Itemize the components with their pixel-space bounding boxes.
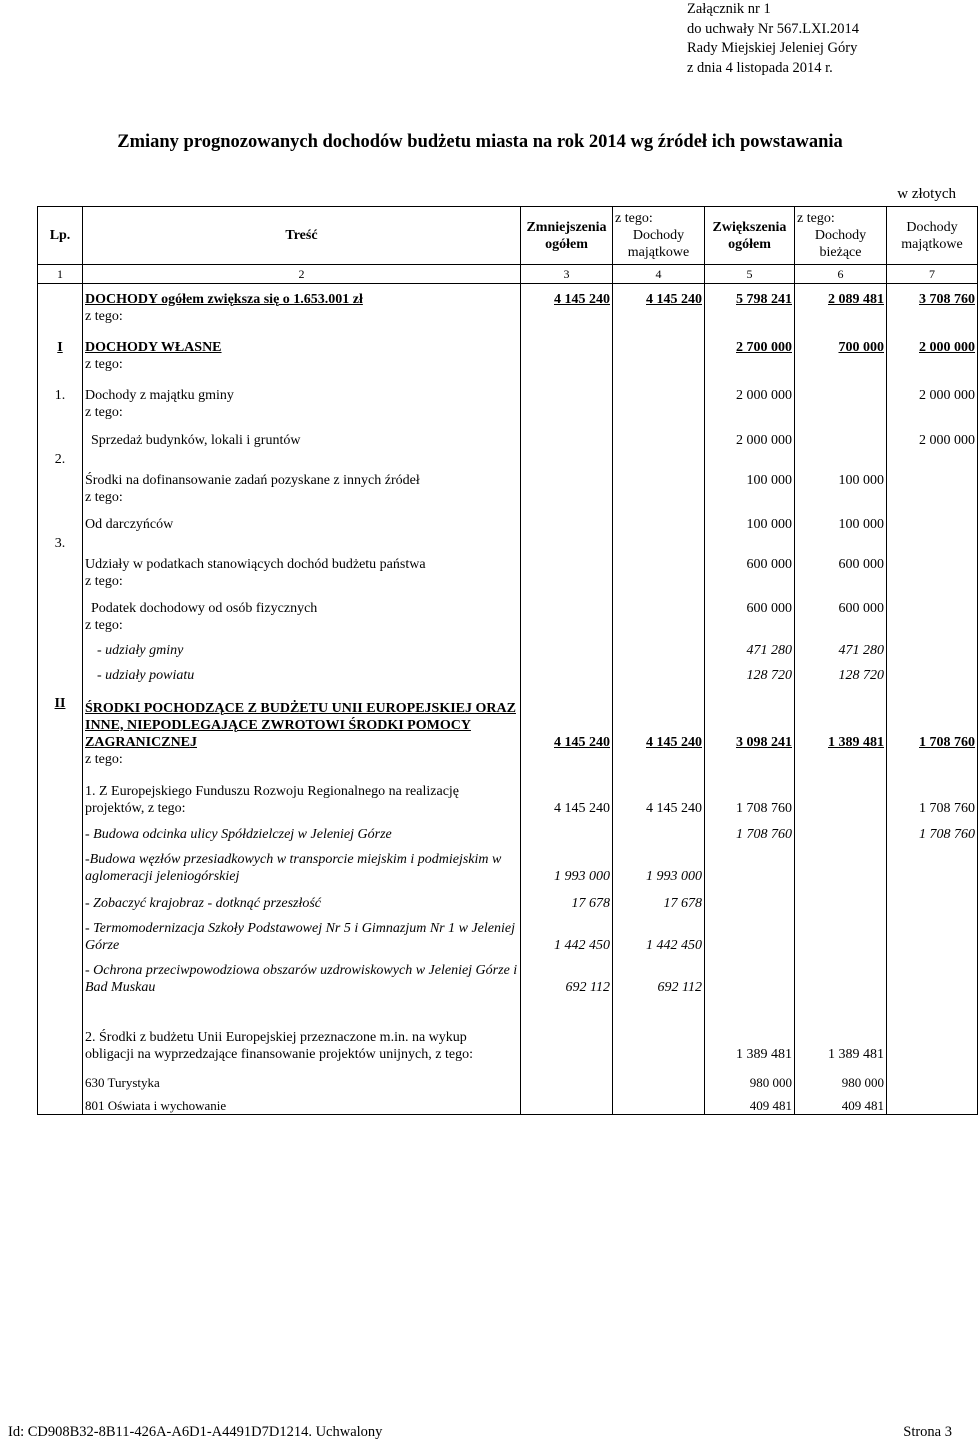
- cell-zmniejszenia: 1 993 000: [521, 843, 613, 885]
- table-row-e1a: [38, 817, 978, 843]
- col-number: 2: [83, 265, 521, 284]
- cell-zmniejszenia: 4 145 240: [521, 777, 613, 817]
- col-number: 5: [705, 265, 795, 284]
- header-zm-majatkowe: [613, 207, 705, 265]
- cell-zwiekszenia: 409 481: [705, 1091, 795, 1115]
- row-label: - Zobaczyć krajobraz - dotknąć przeszłość: [83, 885, 521, 912]
- table-row-ztego: [38, 573, 978, 590]
- cell-zwiekszenia: 1 708 760: [705, 817, 795, 843]
- table-row-ztego: [38, 308, 978, 325]
- table-row-ztego: [38, 489, 978, 506]
- page-title: Zmiany prognozowanych dochodów budżetu miasta na rok 2014 wg źródeł ich powstawania: [117, 132, 843, 152]
- cell-zw-biezace: 700 000: [795, 334, 887, 356]
- row-label: Dochody z majątku gminy: [83, 382, 521, 404]
- ztego-label: z tego:: [83, 573, 521, 590]
- header-tresc: Treść: [83, 207, 521, 265]
- header-dochody-majatkowe: Dochody majątkowe: [627, 228, 690, 260]
- cell-zwiekszenia: 471 280: [705, 634, 795, 659]
- cell-zm-majatkowe: 17 678: [613, 885, 705, 912]
- ztego-label: z tego:: [83, 356, 521, 373]
- cell-zmniejszenia: 17 678: [521, 885, 613, 912]
- cell-zwiekszenia: 5 798 241: [705, 284, 795, 308]
- table-row-e2a: [38, 1063, 978, 1091]
- row-lp: 1.: [38, 382, 83, 404]
- table-row-e1c: [38, 885, 978, 912]
- table-row-ztego: [38, 404, 978, 421]
- table-row-ztego: [38, 356, 978, 373]
- cell-zwiekszenia: 2 000 000: [705, 382, 795, 404]
- cell-zm-majatkowe: 4 145 240: [613, 777, 705, 817]
- cell-zwiekszenia: 600 000: [705, 533, 795, 573]
- row-label: - udziały powiatu: [83, 659, 521, 684]
- cell-zw-majatkowe: 1 708 760: [887, 693, 978, 751]
- table-row-3b: [38, 634, 978, 659]
- cell-zw-biezace: 1 389 481: [795, 693, 887, 751]
- attachment-line: Załącznik nr 1: [687, 1, 771, 17]
- cell-zmniejszenia: 1 442 450: [521, 912, 613, 954]
- ztego-label: z tego:: [83, 489, 521, 506]
- row-label: 801 Oświata i wychowanie: [83, 1091, 521, 1115]
- table-row-e2b: [38, 1091, 978, 1115]
- cell-zw-majatkowe: 3 708 760: [887, 284, 978, 308]
- row-label: 630 Turystyka: [83, 1063, 521, 1091]
- ztego-label: z tego:: [83, 308, 521, 325]
- cell-zwiekszenia: 1 389 481: [705, 1005, 795, 1063]
- cell-zw-biezace: 100 000: [795, 449, 887, 489]
- col-number: 6: [795, 265, 887, 284]
- cell-zwiekszenia: 600 000: [705, 590, 795, 617]
- cell-zwiekszenia: 128 720: [705, 659, 795, 684]
- document-id: Id: CD908B32-8B11-426A-A6D1-A4491D7D1214. Uchwalony: [8, 1424, 383, 1440]
- cell-zw-majatkowe: 1 708 760: [887, 777, 978, 817]
- cell-zw-majatkowe: 2 000 000: [887, 421, 978, 449]
- cell-zmniejszenia: 4 145 240: [521, 693, 613, 751]
- budget-table: [37, 206, 978, 1115]
- row-label: - Budowa odcinka ulicy Spółdzielczej w Jeleniej Górze: [83, 817, 521, 843]
- row-label: DOCHODY WŁASNE: [83, 334, 521, 356]
- header-lp: Lp.: [38, 207, 83, 265]
- row-label: Podatek dochodowy od osób fizycznych: [83, 590, 521, 617]
- table-row-2: [38, 449, 978, 489]
- table-row-II: [38, 693, 978, 751]
- cell-zwiekszenia: 1 708 760: [705, 777, 795, 817]
- header-zwiekszenia: Zwiększenia ogółem: [705, 207, 795, 265]
- row-label: ŚRODKI POCHODZĄCE Z BUDŻETU UNII EUROPEJSKIEJ ORAZ INNE, NIEPODLEGAJĄCE ZWROTOWI ŚRODKI POMOCY ZAGRANICZNEJ: [83, 693, 521, 751]
- cell-zwiekszenia: 100 000: [705, 449, 795, 489]
- cell-zwiekszenia: 3 098 241: [705, 693, 795, 751]
- cell-zw-biezace: 600 000: [795, 590, 887, 617]
- cell-zwiekszenia: 2 000 000: [705, 421, 795, 449]
- table-row-total: [38, 284, 978, 308]
- attachment-line: z dnia 4 listopada 2014 r.: [687, 59, 833, 76]
- ztego-label: z tego:: [83, 751, 521, 768]
- cell-zw-majatkowe: 2 000 000: [887, 382, 978, 404]
- row-lp: 3.: [38, 533, 83, 573]
- header-zmniejszenia: Zmniejszenia ogółem: [521, 207, 613, 265]
- row-label: Udziały w podatkach stanowiących dochód budżetu państwa: [83, 533, 521, 573]
- table-row-e1b: [38, 843, 978, 885]
- unit-label: w złotych: [897, 186, 956, 202]
- row-label: DOCHODY ogółem zwiększa się o 1.653.001 zł: [83, 284, 521, 308]
- table-row-3a: [38, 590, 978, 617]
- table-row-e1: [38, 777, 978, 817]
- row-label: 2. Środki z budżetu Unii Europejskiej przeznaczone m.in. na wykup obligacji na wyprzedzające finansowanie projektów unijnych, z tego:: [83, 1005, 521, 1063]
- row-label: - Ochrona przeciwpowodziowa obszarów uzdrowiskowych w Jeleniej Górze i Bad Muskau: [83, 954, 521, 996]
- row-label: Środki na dofinansowanie zadań pozyskane z innych źródeł: [83, 449, 521, 489]
- table-row-3c: [38, 659, 978, 684]
- cell-zmniejszenia: 692 112: [521, 954, 613, 996]
- table-row-I: [38, 334, 978, 356]
- cell-zwiekszenia: 980 000: [705, 1063, 795, 1091]
- cell-zw-biezace: 100 000: [795, 506, 887, 533]
- attachment-line: do uchwały Nr 567.LXI.2014: [687, 20, 859, 37]
- table-row-e2: [38, 1005, 978, 1063]
- header-ztego: z tego:: [615, 211, 653, 226]
- attachment-note: [687, 0, 859, 78]
- table-row-ztego: [38, 751, 978, 768]
- cell-zwiekszenia: 100 000: [705, 506, 795, 533]
- table-row-ztego: [38, 617, 978, 634]
- cell-zm-majatkowe: 4 145 240: [613, 693, 705, 751]
- row-label: Sprzedaż budynków, lokali i gruntów: [83, 421, 521, 449]
- table-row-e1e: [38, 954, 978, 996]
- row-lp: II: [38, 693, 83, 751]
- table-row-1a: [38, 421, 978, 449]
- col-number: 4: [613, 265, 705, 284]
- table-header-row: [38, 207, 978, 265]
- table-row-2a: [38, 506, 978, 533]
- cell-zm-majatkowe: 4 145 240: [613, 284, 705, 308]
- cell-zw-biezace: 600 000: [795, 533, 887, 573]
- cell-zwiekszenia: 2 700 000: [705, 334, 795, 356]
- row-label: 1. Z Europejskiego Funduszu Rozwoju Regionalnego na realizację projektów, z tego:: [83, 777, 521, 817]
- header-zw-majatkowe: Dochody majątkowe: [887, 207, 978, 265]
- ztego-label: z tego:: [83, 404, 521, 421]
- cell-zmniejszenia: 4 145 240: [521, 284, 613, 308]
- col-number: 3: [521, 265, 613, 284]
- ztego-label: z tego:: [83, 617, 521, 634]
- row-label: Od darczyńców: [83, 506, 521, 533]
- header-ztego: z tego:: [797, 211, 835, 226]
- cell-zw-biezace: 980 000: [795, 1063, 887, 1091]
- cell-zm-majatkowe: 1 442 450: [613, 912, 705, 954]
- cell-zw-biezace: 128 720: [795, 659, 887, 684]
- row-label: - Termomodernizacja Szkoły Podstawowej Nr 5 i Gimnazjum Nr 1 w Jeleniej Górze: [83, 912, 521, 954]
- col-number: 1: [38, 265, 83, 284]
- cell-zw-majatkowe: 2 000 000: [887, 334, 978, 356]
- cell-zw-biezace: 1 389 481: [795, 1005, 887, 1063]
- table-row-e1d: [38, 912, 978, 954]
- cell-zm-majatkowe: 692 112: [613, 954, 705, 996]
- cell-zw-biezace: 471 280: [795, 634, 887, 659]
- col-number: 7: [887, 265, 978, 284]
- table-row-3: [38, 533, 978, 573]
- header-zw-biezace: [795, 207, 887, 265]
- row-lp: I: [38, 334, 83, 356]
- attachment-line: Rady Miejskiej Jeleniej Góry: [687, 40, 858, 56]
- cell-zw-biezace: 409 481: [795, 1091, 887, 1115]
- header-dochody-biezace: Dochody bieżące: [814, 228, 867, 260]
- row-label: - udziały gminy: [83, 634, 521, 659]
- cell-zw-biezace: 2 089 481: [795, 284, 887, 308]
- page-footer: [8, 1424, 952, 1441]
- cell-zm-majatkowe: 1 993 000: [613, 843, 705, 885]
- column-number-row: [38, 265, 978, 284]
- row-lp: 2.: [38, 449, 83, 489]
- page-number: Strona 3: [903, 1424, 952, 1440]
- cell-zw-majatkowe: 1 708 760: [887, 817, 978, 843]
- table-row-1: [38, 382, 978, 404]
- row-label: -Budowa węzłów przesiadkowych w transporcie miejskim i podmiejskim w aglomeracji jeleniogórskiej: [83, 843, 521, 885]
